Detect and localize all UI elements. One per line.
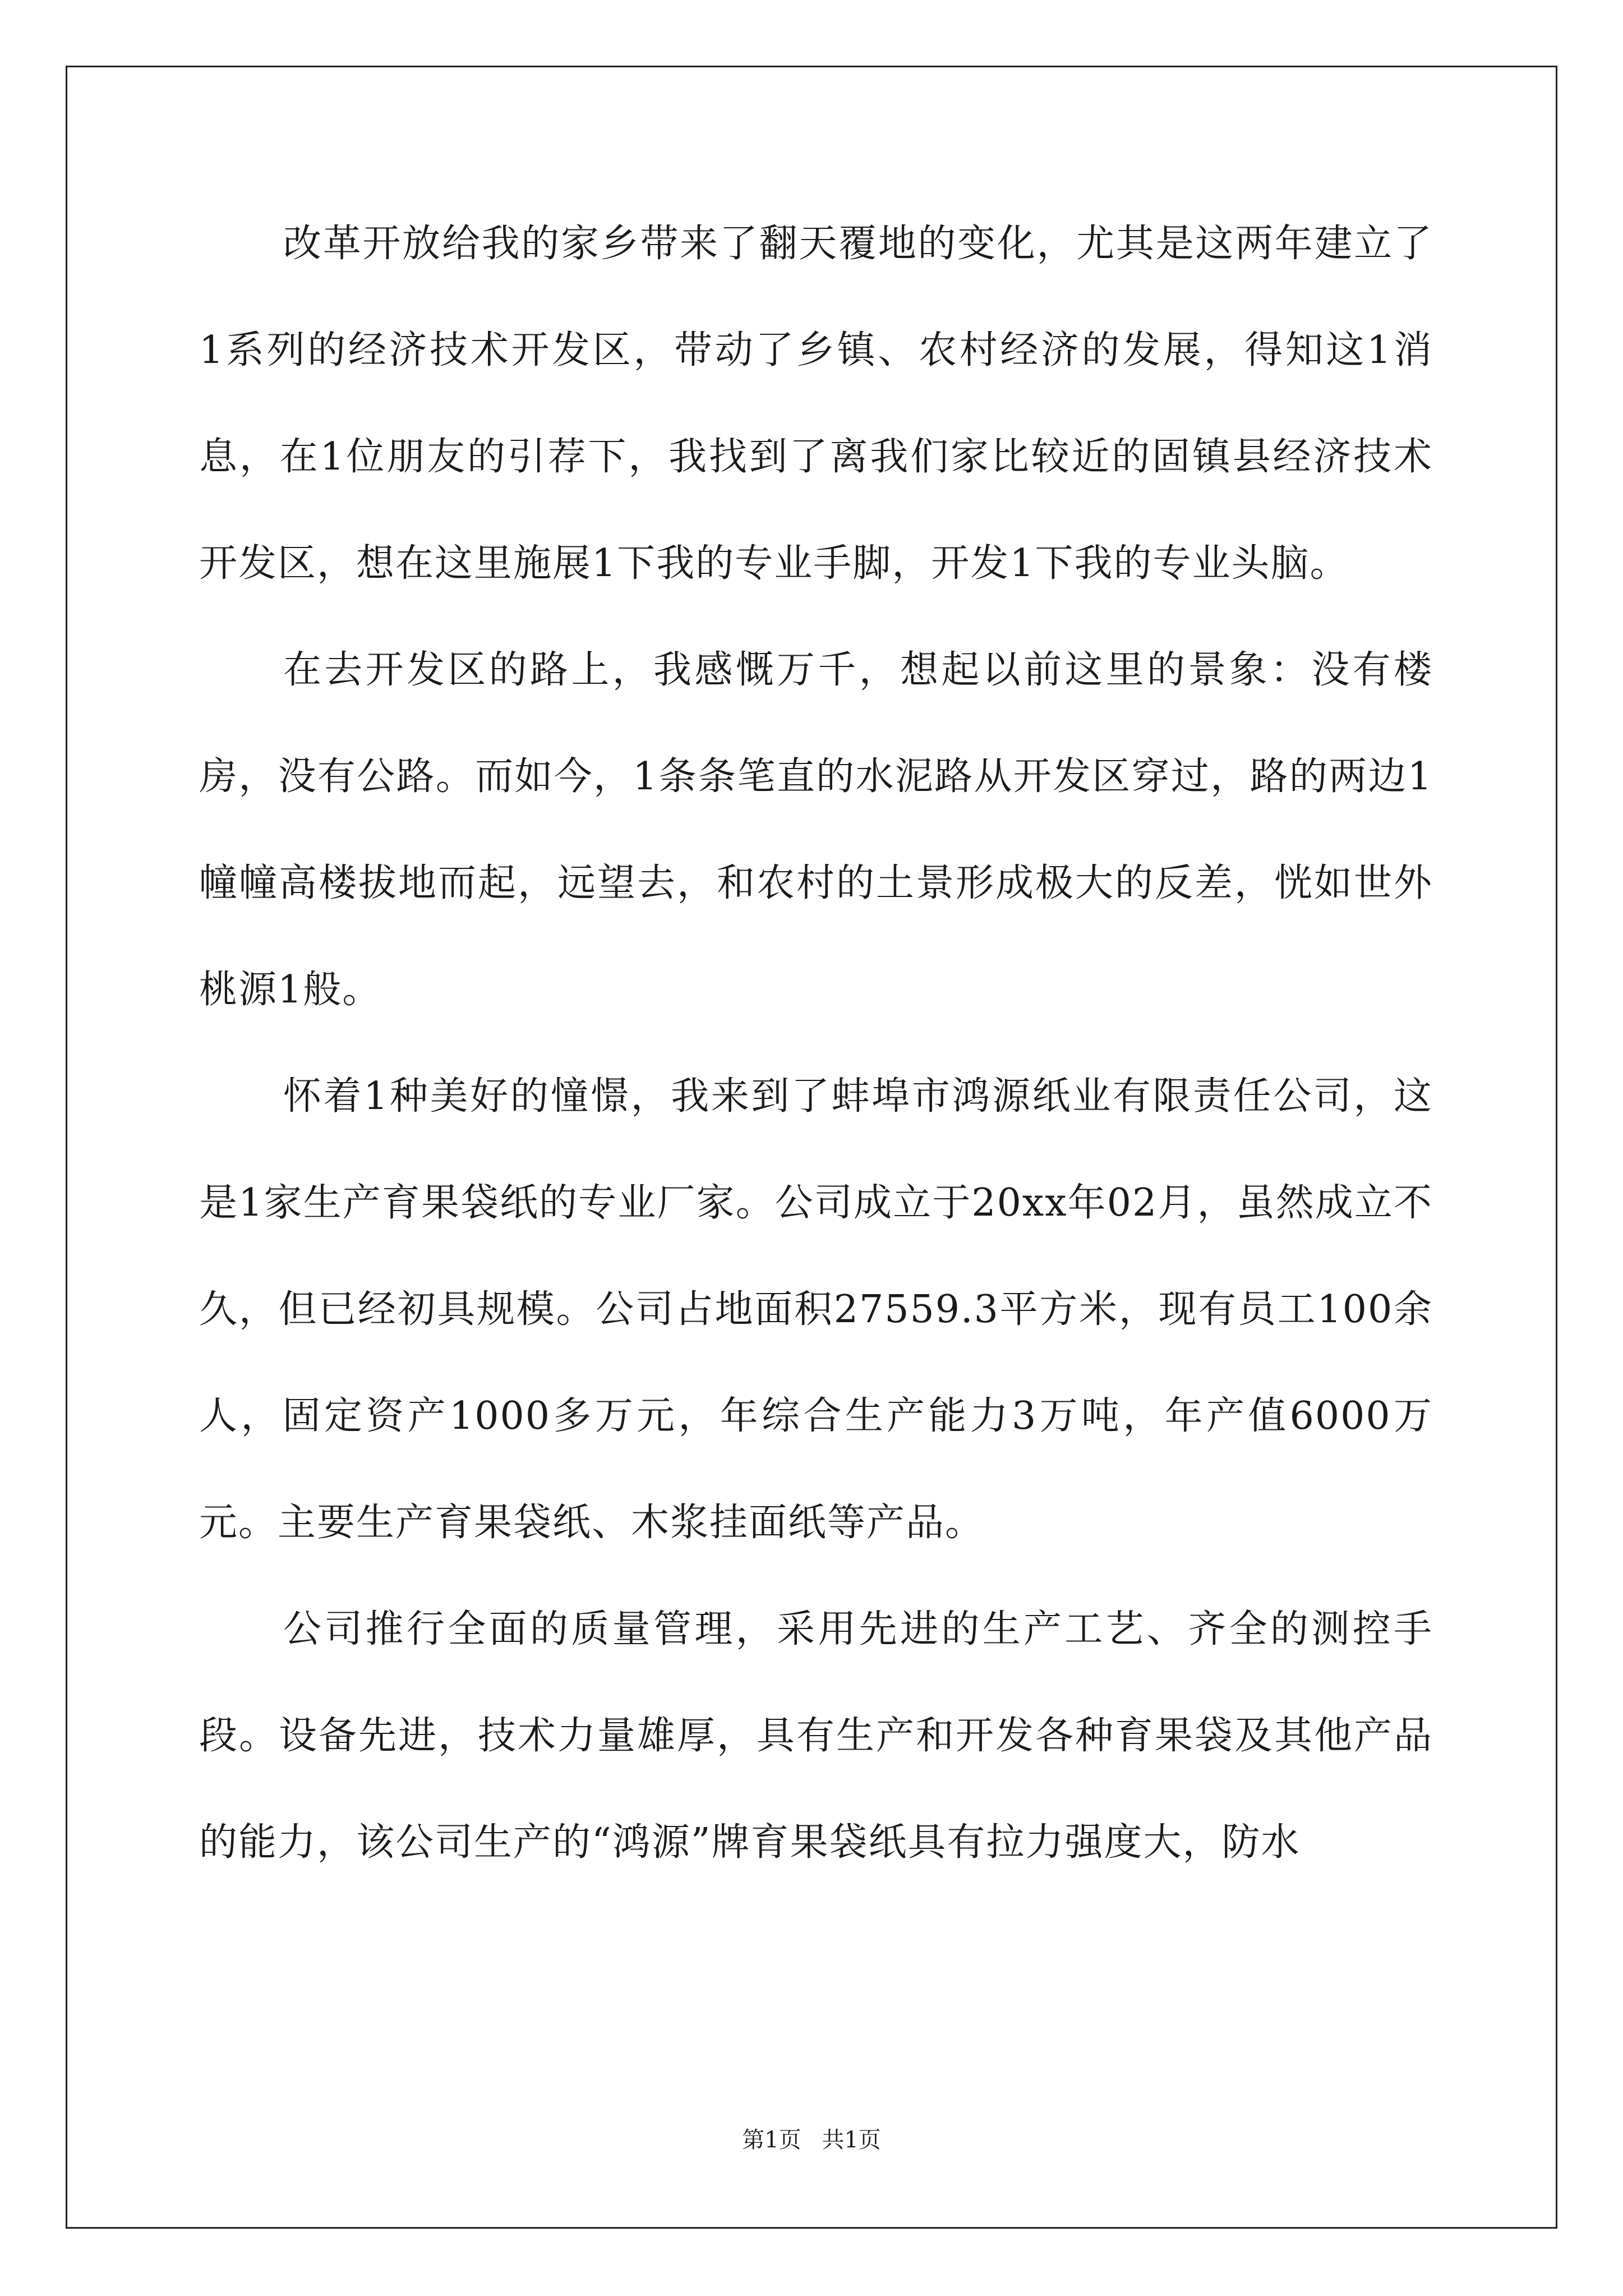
page-footer xyxy=(0,2126,1623,2154)
paragraph: 公司推行全面的质量管理，采用先进的生产工艺、齐全的测控手段。设备先进，技术力量雄厚，具有生产和开发各种育果袋及其他产品的能力，该公司生产的“鸿源”牌育果袋纸具有拉力强度大，防水 xyxy=(199,1607,1433,1865)
paragraph: 怀着1种美好的憧憬，我来到了蚌埠市鸿源纸业有限责任公司，这是1家生产育果袋纸的专业厂家。公司成立于20xx年02月，虽然成立不久，但已经初具规模。公司占地面积27559.3平方米，现有员工100余人，固定资产1000多万元，年综合生产能力3万吨，年产值6000万元。主要生产育果袋纸、木浆挂面纸等产品。 xyxy=(199,1074,1433,1545)
page-total: 共1页 xyxy=(822,2127,881,2153)
page-number: 第1页 xyxy=(742,2127,801,2153)
document-body xyxy=(199,191,1433,1896)
paragraph: 改革开放给我的家乡带来了翻天覆地的变化，尤其是这两年建立了1系列的经济技术开发区，带动了乡镇、农村经济的发展，得知这1消息，在1位朋友的引荐下，我找到了离我们家比较近的固镇县经济技术开发区，想在这里施展1下我的专业手脚，开发1下我的专业头脑。 xyxy=(199,222,1433,586)
paragraph: 在去开发区的路上，我感慨万千，想起以前这里的景象：没有楼房，没有公路。而如今，1条条笔直的水泥路从开发区穿过，路的两边1幢幢高楼拔地而起，远望去，和农村的土景形成极大的反差，恍如世外桃源1般。 xyxy=(199,648,1433,1012)
